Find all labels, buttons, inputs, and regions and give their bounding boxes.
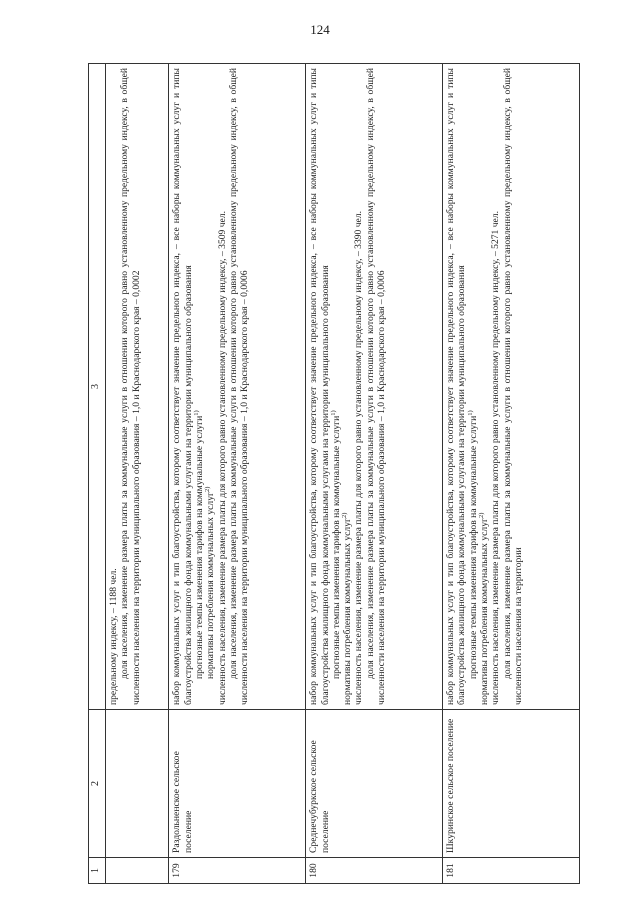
detail-line <box>331 68 342 705</box>
row-number: 180 <box>306 858 443 884</box>
detail-line <box>205 68 216 705</box>
detail-line <box>445 68 468 705</box>
detail-text: доля населения, изменение размера платы за коммунальные услуги в отношении которого равно установленному предельному индексу, в общей численности населения на территории <box>501 68 524 705</box>
header-cell-1: 1 <box>89 858 106 884</box>
detail-line <box>468 68 479 705</box>
row-details <box>306 64 443 710</box>
detail-line <box>365 68 388 705</box>
detail-text: численность населения, изменение размера платы для которого равно установленному предельному индексу, – 3390 чел. <box>353 211 365 705</box>
detail-text: нормативы потребления коммунальных услуг <box>342 518 354 705</box>
continuation-name-cell <box>106 710 169 858</box>
detail-line <box>490 68 501 705</box>
row-details <box>443 64 580 710</box>
footnote-marker: 1) <box>466 410 474 416</box>
detail-text: набор коммунальных услуг и тип благоустройства, которому соответствует значение предельного индекса, – все наборы коммунальных услуг и типы благоустройства жилищного фонда коммунальными услугами на территории муниципального образования <box>445 68 468 705</box>
detail-text: нормативы потребления коммунальных услуг <box>205 492 217 679</box>
detail-text: доля населения, изменение размера платы за коммунальные услуги в отношении которого равно установленному предельному индексу, в общей численности населения на территории муниципального образования – 1,0 и Краснодарского края – 0,0006 <box>227 68 251 705</box>
detail-line <box>228 68 251 705</box>
row-details <box>169 64 306 710</box>
detail-line <box>308 68 331 705</box>
detail-line <box>502 68 525 705</box>
table-row <box>169 64 306 884</box>
page-number: 124 <box>310 22 330 37</box>
header-row <box>89 64 106 884</box>
settlement-name: Среднечубуркское сельское поселение <box>306 710 443 858</box>
detail-text: численность населения, изменение размера платы для которого равно установленному предельному индексу, – 3509 чел. <box>216 211 228 705</box>
continuation-line: доля населения, изменение размера платы за коммунальные услуги в отношении которого равно установленному предельному индексу, в общей численности населения на территории муниципального образования – 1,0 и Краснодарского края – 0,0002 <box>119 68 142 705</box>
tariff-table <box>88 63 580 884</box>
settlement-name: Раздольненское сельское поселение <box>169 710 306 858</box>
settlement-name: Шкуринское сельское поселение <box>443 710 580 858</box>
rotated-table-container <box>88 64 580 884</box>
continuation-line: предельному индексу, – 1188 чел. <box>108 568 119 705</box>
footnote-marker: 1) <box>329 410 337 416</box>
detail-line <box>353 68 364 705</box>
header-cell-3: 3 <box>89 64 106 710</box>
detail-text: набор коммунальных услуг и тип благоустройства, которому соответствует значение предельного индекса, – все наборы коммунальных услуг и типы благоустройства жилищного фонда коммунальными услугами на территории муниципального образования <box>308 68 331 705</box>
continuation-text-cell <box>106 64 169 710</box>
detail-text: прогнозные темпы изменения тарифов на коммунальные услуги <box>330 415 342 679</box>
row-number: 181 <box>443 858 580 884</box>
detail-text: прогнозные темпы изменения тарифов на коммунальные услуги <box>467 415 479 679</box>
table-row <box>306 64 443 884</box>
detail-text: численность населения, изменение размера платы для которого равно установленному предельному индексу, – 5271 чел. <box>490 211 502 705</box>
detail-line <box>194 68 205 705</box>
detail-text: прогнозные темпы изменения тарифов на коммунальные услуги <box>193 415 205 679</box>
detail-line <box>217 68 228 705</box>
footnote-marker: 2) <box>477 512 485 519</box>
footnote-marker: 1) <box>192 410 200 416</box>
detail-line <box>479 68 490 705</box>
row-number: 179 <box>169 858 306 884</box>
detail-text: набор коммунальных услуг и тип благоустройства, которому соответствует значение предельного индекса, – все наборы коммунальных услуг и типы благоустройства жилищного фонда коммунальными услугами на территории муниципального образования <box>171 68 194 705</box>
table-row <box>443 64 580 884</box>
footnote-marker: 2) <box>340 512 348 519</box>
detail-line <box>342 68 353 705</box>
continuation-num-cell <box>106 858 169 884</box>
header-cell-2: 2 <box>89 710 106 858</box>
detail-text: нормативы потребления коммунальных услуг <box>479 518 491 705</box>
continuation-row <box>106 64 169 884</box>
footnote-marker: 2) <box>204 486 212 493</box>
detail-text: доля населения, изменение размера платы за коммунальные услуги в отношении которого равно установленному предельному индексу, в общей численности населения на территории муниципального образования – 1,0 и Краснодарского края – 0,0006 <box>364 68 388 705</box>
detail-line <box>171 68 194 705</box>
